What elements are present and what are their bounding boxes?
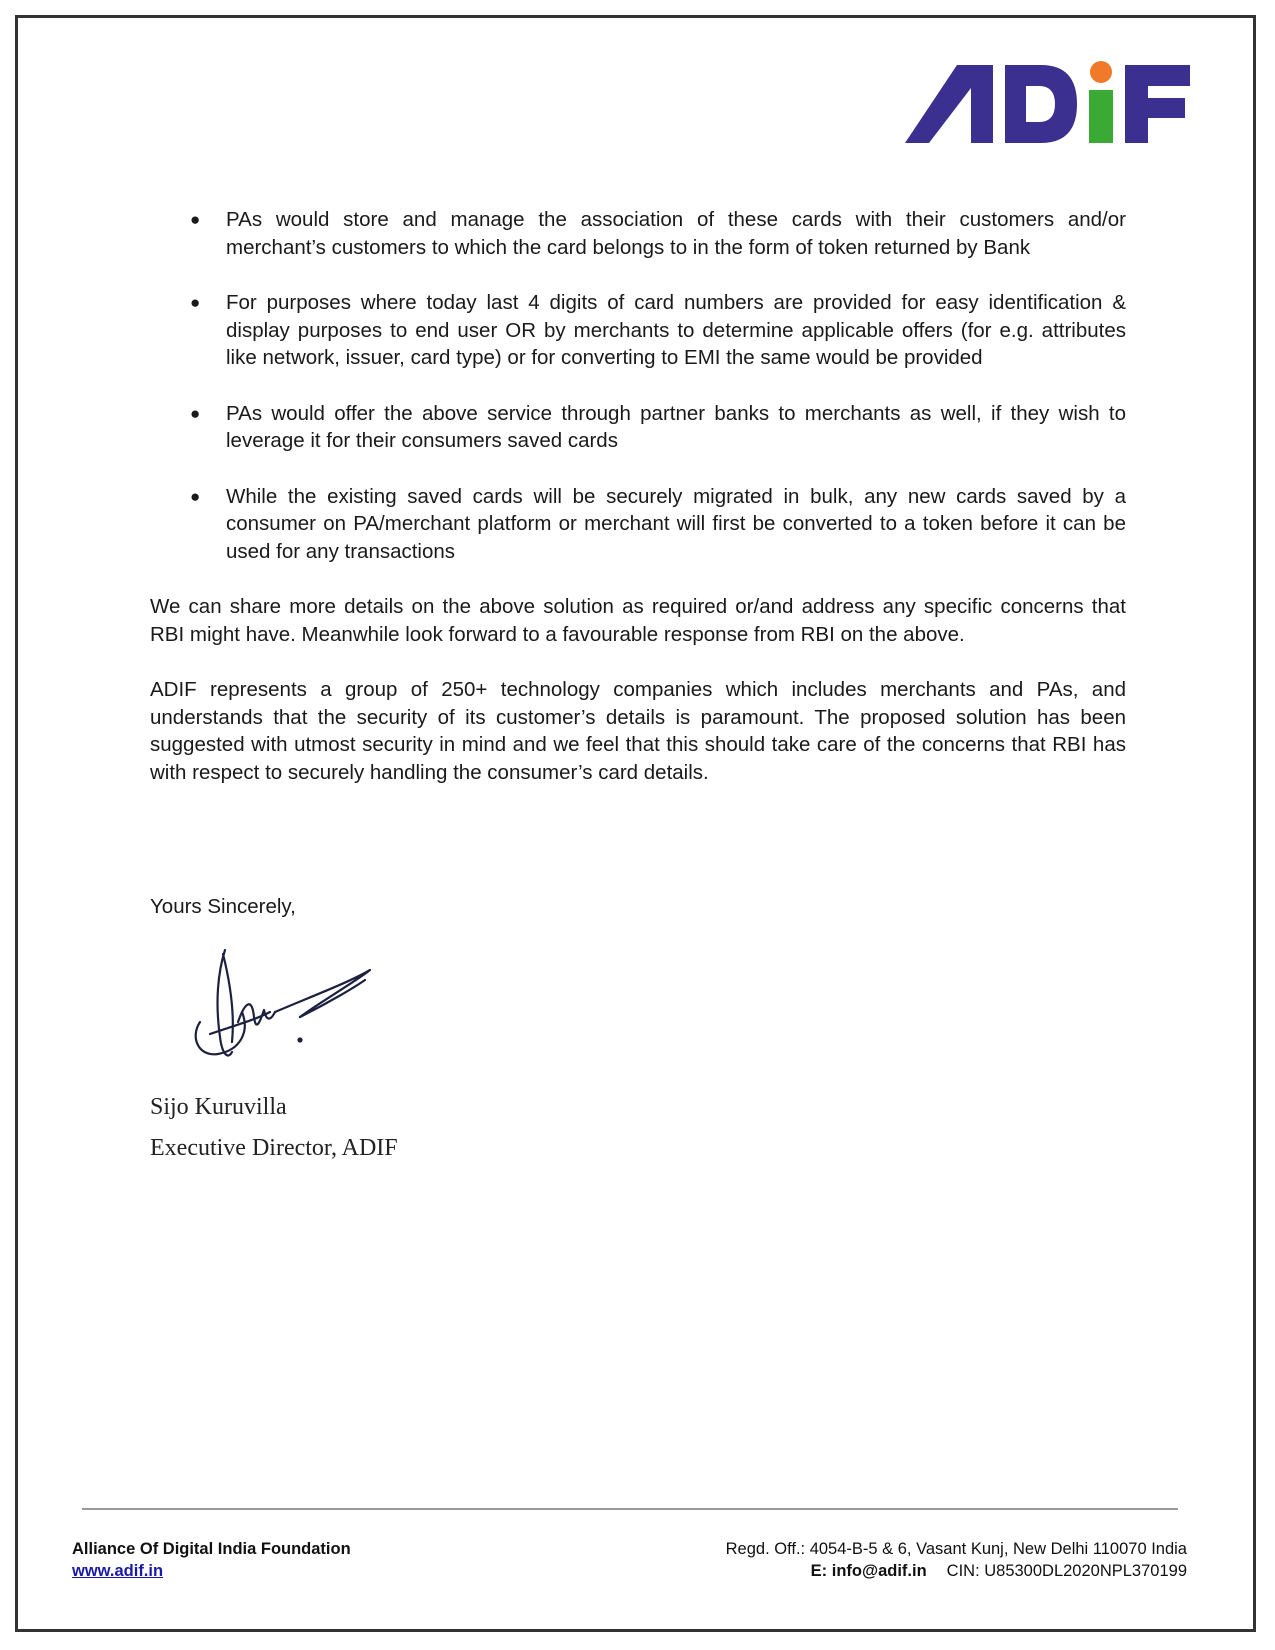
footer-email: E: info@adif.in: [810, 1562, 927, 1580]
signer-block: [150, 1087, 398, 1169]
bullet-list: [150, 206, 1126, 565]
bullet-text: PAs would store and manage the association of these cards with their customers and/or merchant’s customers to which the card belongs to in the form of token returned by Bank: [226, 208, 1126, 259]
paragraph-solution-details: We can share more details on the above solution as required or/and address any specific concerns that RBI might have. Meanwhile look forward to a favourable response from RBI on the above.: [150, 595, 1126, 646]
footer-contact-line: [726, 1560, 1187, 1582]
footer-address: Regd. Off.: 4054-B-5 & 6, Vasant Kunj, New Delhi 110070 India: [725, 1540, 1187, 1558]
footer-divider: [82, 1508, 1178, 1510]
bullet-icon: ●: [190, 210, 201, 229]
bullet-text: For purposes where today last 4 digits of card numbers are provided for easy identification & display purposes to end user OR by merchants to determine applicable offers (for e.g. attributes like network, issuer, card type) or for converting to EMI the same would be provided: [226, 291, 1126, 369]
footer-left: [72, 1538, 351, 1582]
footer-org-name: Alliance Of Digital India Foundation: [72, 1540, 351, 1558]
bullet-item: [150, 400, 1126, 455]
bullet-text: While the existing saved cards will be securely migrated in bulk, any new cards saved by a consumer on PA/merchant platform or merchant will first be converted to a token before it can be used for any transactions: [226, 484, 1126, 563]
signer-name: Sijo Kuruvilla: [150, 1094, 287, 1120]
bullet-item: [150, 206, 1126, 261]
footer-right: [726, 1538, 1187, 1582]
salutation: Yours Sincerely,: [150, 895, 296, 918]
bullet-icon: ●: [190, 403, 201, 423]
bullet-item: [150, 289, 1126, 372]
footer-website-link[interactable]: www.adif.in: [72, 1562, 164, 1580]
handwritten-signature: [180, 942, 520, 1072]
footer-cin: CIN: U85300DL2020NPL370199: [946, 1562, 1187, 1580]
signer-title: Executive Director, ADIF: [150, 1135, 398, 1161]
bullet-icon: ●: [190, 293, 201, 312]
bullet-item: [150, 483, 1126, 566]
letter-body: [150, 206, 1126, 814]
paragraph-adif-representation: ADIF represents a group of 250+ technology companies which includes merchants and PAs, and understands that the security of its customer’s details is paramount. The proposed solution has been suggested with utmost security in mind and we feel that this should take care of the concerns that RBI has with respect to securely handling the consumer’s card details.: [150, 678, 1126, 784]
bullet-text: PAs would offer the above service through partner banks to merchants as well, if they wish to leverage it for their consumers saved cards: [226, 401, 1126, 452]
bullet-icon: ●: [190, 486, 201, 506]
adif-logo: [905, 60, 1190, 155]
